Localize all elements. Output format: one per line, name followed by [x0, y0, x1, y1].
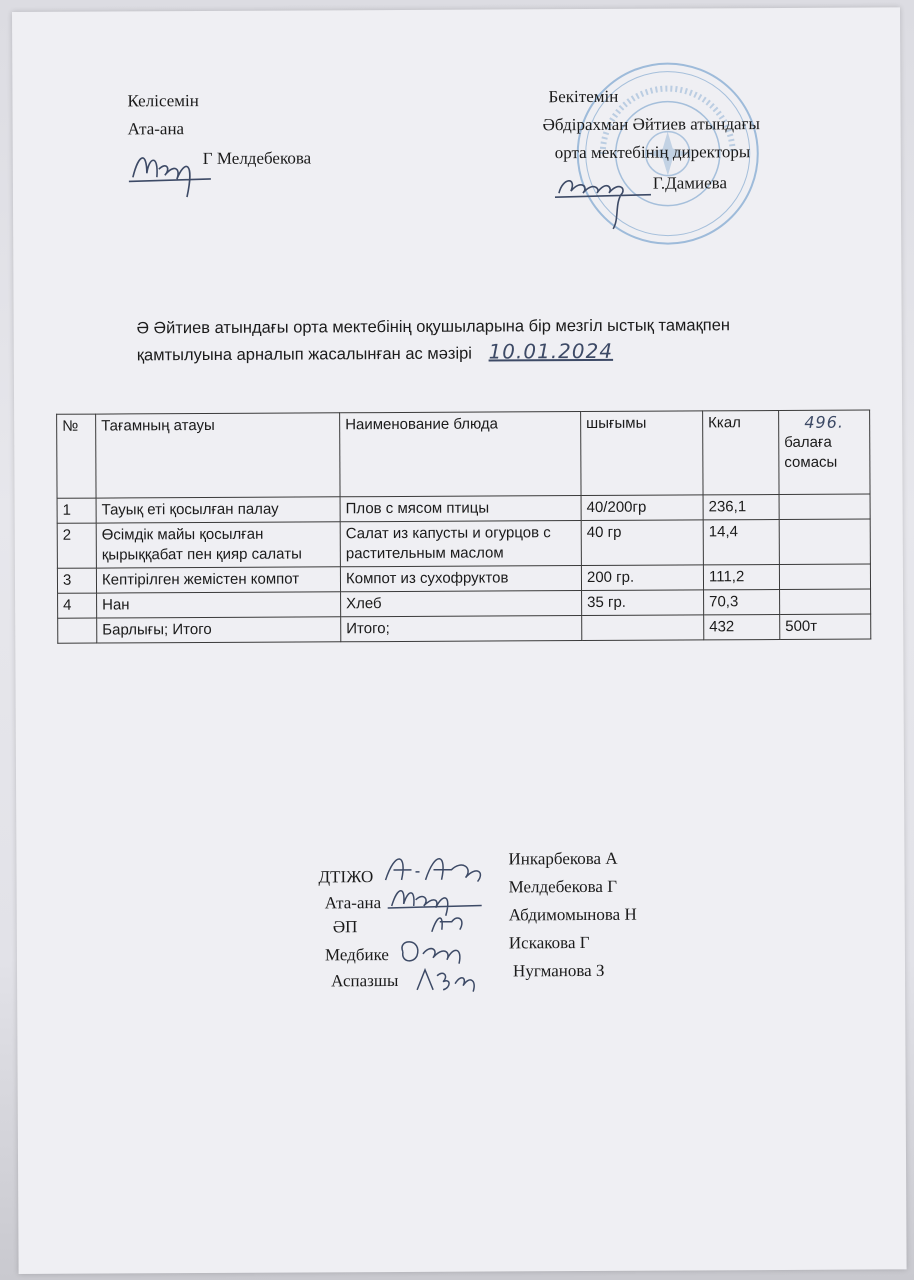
signature-row [331, 960, 605, 996]
row-no: 3 [57, 568, 96, 593]
row-kcal: 14,4 [703, 519, 779, 564]
title-line2-wrap [137, 338, 730, 368]
menu-table [56, 410, 871, 644]
table-row [57, 519, 870, 568]
header-portion: шығымы [581, 411, 703, 496]
row-no: 2 [57, 523, 96, 568]
parent-signature-image [125, 139, 215, 199]
title-line2: қамтылуына арналып жасалынған ас мәзірі [136, 344, 472, 365]
row-portion: 200 гр. [581, 565, 703, 591]
right-approve-word: Бекітемін [548, 86, 619, 107]
row-kcal: 70,3 [704, 589, 780, 614]
row-name-ru: Салат из капусты и огурцов с растительным маслом [340, 521, 581, 567]
table-header-row [57, 410, 870, 498]
handwritten-price: 496. [804, 412, 845, 432]
director-signature-image [553, 161, 658, 232]
row-name-kz: Өсімдік майы қосылған қырыққабат пен қияр салаты [96, 522, 340, 568]
row-price [780, 589, 871, 614]
row-name-kz: Барлығы; Итого [97, 617, 341, 643]
header-price [779, 410, 870, 494]
row-kcal: 111,2 [703, 564, 779, 589]
row-name-ru: Плов с мясом птицы [340, 496, 581, 522]
signature-role: Аспазшы [331, 970, 399, 991]
row-no: 1 [57, 498, 96, 523]
row-kcal: 236,1 [703, 494, 779, 519]
row-price: 500т [780, 614, 871, 639]
row-portion [582, 615, 704, 641]
header-price-line1: балаға [784, 433, 832, 451]
left-approve-word: Келісемін [127, 91, 199, 111]
row-name-kz: Нан [97, 592, 341, 618]
header-kcal: Ккал [703, 410, 779, 494]
row-name-ru: Компот из сухофруктов [340, 566, 581, 592]
document-sheet [12, 7, 907, 1274]
signature-role: ДТІЖО [318, 867, 374, 887]
header-name-kz: Тағамның атауы [96, 413, 340, 498]
signature-role: ӘП [332, 917, 358, 937]
signature-name: Искакова Г [508, 932, 590, 953]
row-no: 4 [58, 593, 97, 618]
signature-role: Ата-ана [324, 893, 382, 913]
right-line1: Әбдірахман Әйтиев атындағы [542, 114, 760, 135]
row-price [779, 564, 870, 589]
left-name: Г Мелдебекова [202, 148, 312, 169]
row-portion: 40 гр [581, 520, 703, 566]
row-no [58, 618, 97, 643]
row-portion: 40/200гр [581, 495, 703, 521]
right-name: Г.Дамиева [652, 173, 728, 193]
table-total-row [58, 614, 871, 643]
signature-name: Абдимомынова Н [508, 904, 637, 925]
header-name-ru: Наименование блюда [340, 412, 581, 497]
row-price [779, 519, 870, 564]
handwritten-date: 10.01.2024 [488, 338, 614, 364]
row-name-kz: Кептірілген жемістен компот [96, 567, 340, 593]
row-portion: 35 гр. [582, 590, 704, 616]
row-name-ru: Хлеб [341, 591, 582, 617]
row-name-kz: Тауық еті қосылған палау [96, 497, 340, 523]
row-kcal: 432 [704, 614, 780, 639]
signature-name: Нугманова З [512, 960, 605, 981]
header-price-line2: сомасы [784, 453, 838, 471]
right-line2: орта мектебінің директоры [554, 142, 751, 163]
row-name-ru: Итого; [341, 616, 582, 642]
signature-role: Медбике [324, 945, 389, 965]
signature-image [403, 961, 503, 996]
row-price [779, 494, 870, 519]
left-role: Ата-ана [127, 119, 185, 139]
title-line1: Ә Әйтиев атындағы орта мектебінің оқушыларына бір мезгіл ыстық тамақпен [136, 316, 731, 338]
header-no: № [57, 414, 96, 498]
signature-name: Инкарбекова А [508, 848, 618, 869]
menu-title [137, 313, 731, 368]
signature-name: Мелдебекова Г [508, 876, 618, 897]
